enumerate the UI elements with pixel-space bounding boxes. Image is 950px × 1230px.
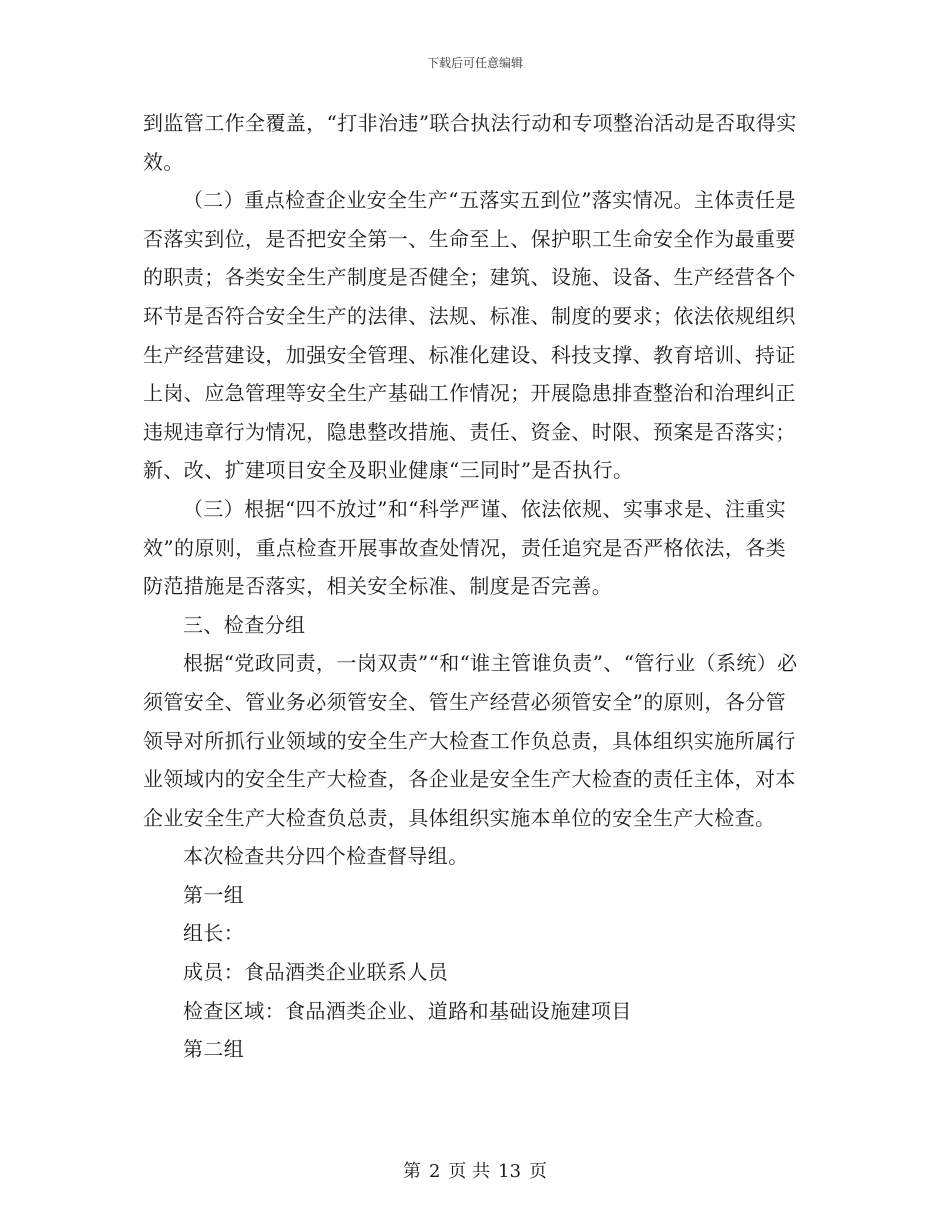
footer-middle: 页 共 — [448, 1161, 491, 1182]
paragraph-item-3: （三）根据“四不放过”和“科学严谨、依法依规、实事求是、注重实效”的原则，重点检查开展事故查处情况，责任追究是否严格依法，各类防范措施是否落实，相关安全标准、制度是否完善。 — [143, 496, 787, 599]
section-heading-grouping: 三、检查分组 — [183, 612, 306, 637]
footer-suffix: 页 — [529, 1161, 548, 1182]
footer-prefix: 第 — [402, 1161, 421, 1182]
page-header-note: 下载后可任意编辑 — [426, 56, 523, 70]
paragraph-grouping-principle: 根据“党政同责，一岗双责”“和“谁主管谁负责”、“管行业（系统）必须管安全、管业务必须管安全、管生产经营必须管安全”的原则，各分管领导对所抓行业领域的安全生产大检查工作负总责，具体组织实施所属行业领域内的安全生产大检查，各企业是安全生产大检查的责任主体，对本企业安全生产大检查负总责，具体组织实施本单位的安全生产大检查。 — [143, 651, 798, 830]
group-one-leader: 组长： — [183, 921, 245, 946]
group-one-members: 成员：食品酒类企业联系人员 — [183, 960, 449, 985]
paragraph-item-2: （二）重点检查企业安全生产“五落实五到位”落实情况。主体责任是否落实到位，是否把安全第一、生命至上、保护职工生命安全作为最重要的职责；各类安全生产制度是否健全；建筑、设施、设备、生产经营各个环节是否符合安全生产的法律、法规、标准、制度的要求；依法依规组织生产经营建设，加强安全管理、标准化建设、科技支撑、教育培训、持证上岗、应急管理等安全生产基础工作情况；开展隐患排查整治和治理纠正违规违章行为情况，隐患整改措施、责任、资金、时限、预案是否落实；新、改、扩建项目安全及职业健康“三同时”是否执行。 — [143, 188, 796, 483]
paragraph-group-count: 本次检查共分四个检查督导组。 — [183, 844, 469, 869]
paragraph-continuation: 到监管工作全覆盖，“打非治违”联合执法行动和专项整治活动是否取得实效。 — [143, 111, 797, 174]
footer-page-number: 2 — [428, 1161, 441, 1182]
footer-total-pages: 13 — [498, 1161, 522, 1182]
document-body — [143, 104, 803, 1069]
group-one-area: 检查区域：食品酒类企业、道路和基础设施建项目 — [183, 998, 632, 1023]
group-one-heading: 第一组 — [183, 882, 245, 907]
page-footer — [0, 1157, 950, 1183]
group-two-heading: 第二组 — [183, 1037, 245, 1062]
